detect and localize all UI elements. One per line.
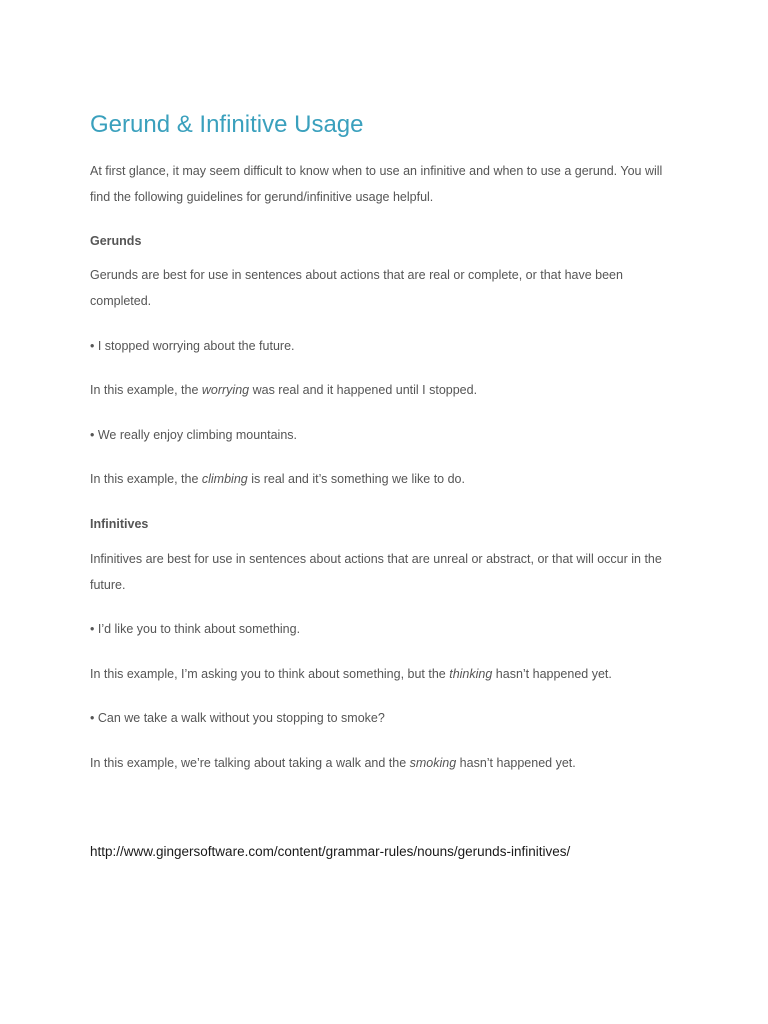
- infinitives-heading: Infinitives: [90, 517, 149, 531]
- emphasized-term: worrying: [201, 383, 250, 397]
- explanation-text: is real and it’s something we like to do.: [247, 472, 465, 486]
- explanation-text: In this example, I’m asking you to think about something, but the: [90, 667, 450, 681]
- explanation-text: In this example, the: [90, 383, 202, 397]
- explanation-text: In this example, we’re talking about taking a walk and the: [90, 756, 410, 770]
- gerund-explanation-1: [90, 382, 477, 398]
- intro-paragraph: At first glance, it may seem difficult to know when to use an infinitive and when to use a gerund. You will find the following guidelines for gerund/infinitive usage helpful.: [90, 164, 663, 204]
- emphasized-term: climbing: [201, 472, 248, 486]
- explanation-text: hasn’t happened yet.: [456, 756, 576, 770]
- explanation-text: was real and it happened until I stopped.: [249, 383, 478, 397]
- gerund-example-2: • We really enjoy climbing mountains.: [90, 428, 298, 442]
- emphasized-term: thinking: [449, 667, 493, 681]
- page-title: Gerund & Infinitive Usage: [90, 111, 364, 138]
- gerunds-heading: Gerunds: [90, 234, 142, 248]
- gerund-explanation-2: [90, 471, 465, 487]
- emphasized-term: smoking: [409, 756, 457, 770]
- explanation-text: hasn’t happened yet.: [492, 667, 612, 681]
- explanation-text: In this example, the: [90, 472, 202, 486]
- infinitives-description: Infinitives are best for use in sentences about actions that are unreal or abstract, or that will occur in the future.: [90, 552, 662, 592]
- source-url-link[interactable]: http://www.gingersoftware.com/content/grammar-rules/nouns/gerunds-infinitives/: [90, 844, 571, 859]
- infinitive-explanation-2: [90, 755, 576, 771]
- infinitive-explanation-1: [90, 666, 612, 682]
- gerund-example-1: • I stopped worrying about the future.: [90, 339, 295, 353]
- gerunds-description: Gerunds are best for use in sentences about actions that are real or complete, or that have been completed.: [90, 268, 623, 308]
- infinitive-example-2: • Can we take a walk without you stopping to smoke?: [90, 711, 385, 725]
- infinitive-example-1: • I’d like you to think about something.: [90, 622, 301, 636]
